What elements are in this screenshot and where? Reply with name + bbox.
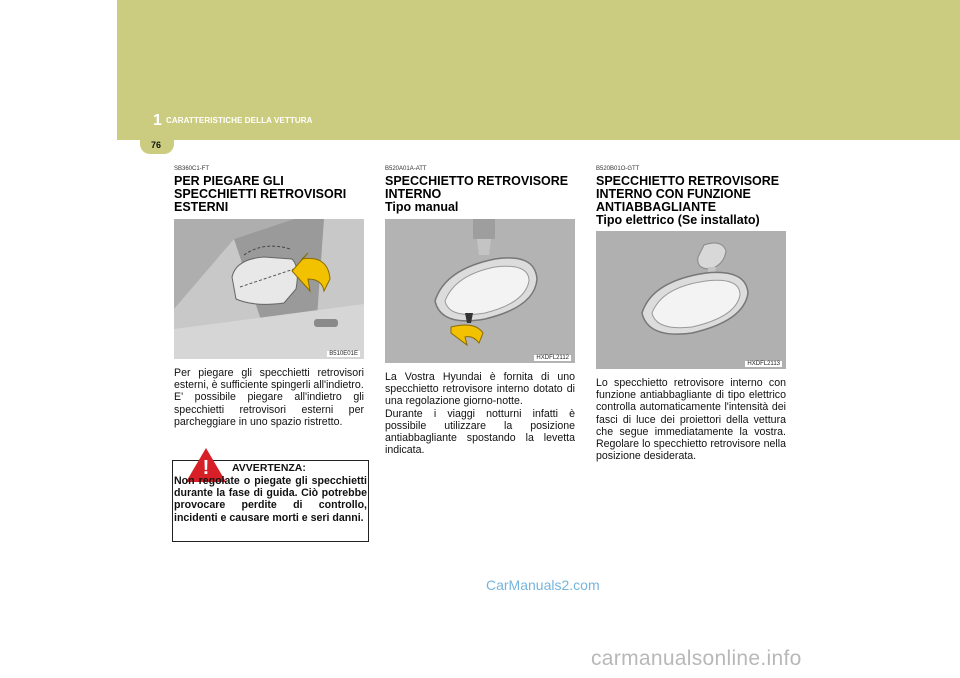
watermark-carmanualsonline: carmanualsonline.info — [591, 647, 802, 670]
page-number: 76 — [151, 140, 162, 150]
section-heading: SPECCHIETTO RETROVISORE INTERNO CON FUNZIONE ANTIABBAGLIANTE Tipo elettrico (Se installato) — [596, 174, 780, 227]
section-heading: SPECCHIETTO RETROVISORE INTERNO Tipo manual — [385, 174, 569, 214]
section-body: La Vostra Hyundai è fornita di uno specchietto retrovisore interno dotato di una regolazione giorno-notte. Durante i viaggi notturni infatti è possibile utilizzare la posizione antiabbagliante spostando la levetta indicata. — [385, 371, 575, 457]
section-body: Per piegare gli specchietti retrovisori esterni, è sufficiente spingerli all'indietro. E' possibile piegare all'indietro gli specchietti retrovisori esterni per parcheggiare in uno spazio ristretto. — [174, 367, 364, 428]
figure-label: B510E01E — [329, 351, 358, 357]
section-code: B520A01A-ATT — [385, 166, 427, 172]
section-folding-mirrors — [174, 166, 364, 428]
figure-label: HXDFL2112 — [536, 355, 569, 361]
exterior-mirror-illustration — [174, 219, 364, 359]
exclamation-icon: ! — [202, 457, 210, 479]
section-body: Lo specchietto retrovisore interno con funzione antiabbagliante di tipo elettrico controlla automaticamente l'intensità dei fasci di luce dei proiettori della vettura che segue immediatamente la vostra. Regolare lo specchietto retrovisore nella posizione desiderata. — [596, 377, 786, 463]
section-code: SB360C1-FT — [174, 166, 210, 172]
section-inside-mirror-manual — [385, 166, 575, 456]
figure-label: HXDFL2113 — [747, 361, 780, 367]
section-inside-mirror-electric — [596, 166, 786, 462]
chapter-title: CARATTERISTICHE DELLA VETTURA — [166, 116, 313, 125]
warning-title: AVVERTENZA: — [232, 462, 306, 474]
warning-text: Non regolate o piegate gli specchietti durante la fase di guida. Ciò potrebbe provocare perdite di controllo, incidenti e causare morti e seri danni. — [174, 475, 367, 524]
section-heading: PER PIEGARE GLI SPECCHIETTI RETROVISORI ESTERNI — [174, 174, 347, 214]
chapter-number: 1 — [153, 112, 162, 129]
manual-mirror-illustration — [385, 219, 575, 363]
watermark-carmanuals2: CarManuals2.com — [486, 577, 600, 593]
section-code: B520B01O-GTT — [596, 166, 640, 172]
electric-mirror-illustration — [596, 231, 786, 369]
